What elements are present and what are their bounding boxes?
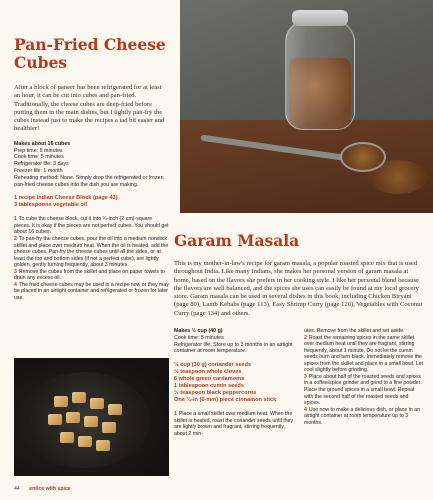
recipe-intro-cheese-cubes: After a block of paneer has been refrigerated for at least an hour, it can be cut into cubes and pan-fried. Traditionally, the cheese cubes are deep-fried before putting them in the main dishes, but I lightly pan-fry the cubes instead just to make the recipes a tad bit easier and healthier! — [14, 84, 165, 133]
makes-line: Makes ½ cup (40 g) — [174, 328, 223, 335]
step-list — [304, 328, 425, 426]
ingredient-item: ½ teaspoon black peppercorns — [174, 390, 257, 397]
ingredient-item: ½ teaspoon whole cloves — [174, 369, 242, 376]
jar-lid — [292, 10, 348, 26]
step-item: 3 Remove the cubes from the skillet and place on paper towels to drain any excess oil. — [14, 268, 165, 282]
left-column — [14, 12, 169, 301]
body-column-1 — [174, 328, 295, 437]
step-item: 4 The fried cheese cubes may be used in a recipe now or they may be placed in an airtight container and refrigerated or frozen for later use. — [14, 281, 169, 301]
ingredient-item: 1 tablespoon cumin seeds — [174, 383, 244, 390]
recipe-meta-cheese-cubes — [14, 141, 169, 189]
two-column-body — [174, 328, 426, 437]
cheese-cube — [102, 422, 116, 433]
step-item: 2 Roast the remaining spices in the same skillet over medium heat until they are fragrant, stirring frequently, about 1 minute. Do not let the cumin seeds burn and turn black. Immediately remove the spices from the skillet and place in a small bowl. Let cool slightly before grinding. — [304, 334, 424, 374]
makes-line: Makes about 16 cubes — [14, 140, 71, 147]
body-column-2 — [304, 328, 425, 437]
cheese-cube — [108, 404, 122, 415]
step-item: 3 Place about half of the roasted seeds and spices in a coffee/spice grinder and grind to a fine powder. Place the ground spices in a small bowl. Repeat with the second half of the roasted seeds and spices. — [304, 373, 422, 407]
cook-time: Cook time: 5 minutes — [174, 334, 224, 341]
recipe-meta-garam-masala — [174, 328, 295, 355]
ingredient-item: One ¾-in (6-mm) piece cinnamon stick — [174, 397, 277, 404]
cheese-cube — [54, 396, 68, 407]
ingredient-item: ½ cup (30 g) coriander seeds — [174, 362, 252, 369]
freezer-life: Freezer life: 1 month — [14, 167, 63, 174]
cheese-cube — [90, 398, 104, 409]
cheese-cube — [60, 432, 74, 443]
cheese-cube — [84, 416, 98, 427]
ingredient-list — [14, 195, 169, 209]
fridge-life: Refrigerator life: 3 days — [14, 161, 69, 168]
step-list — [174, 411, 295, 437]
cheese-cube — [72, 392, 86, 403]
step-list — [14, 216, 169, 301]
page-footer — [14, 486, 71, 492]
recipe-intro-garam-masala: This is my mother-in-law's recipe for garam masala, a popular roasted spice mix that is used throughout India. Like many Indians, she makes her personal version of garam masala at home, based on the flavors she prefers in her cooking style. I like her personal blend because the flavors are well balanced, and the spices she uses can easily be found at my local grocery store. Garam masala can be used in several dishes in this book, including Chicken Biryani (page 80), Lamb Kebabs (page 113), Easy Shrimp Curry (page 120), Vegetables with Coconut Curry (page 134) and others. — [174, 260, 423, 317]
cheese-cubes-photo — [14, 358, 169, 476]
glass-jar — [285, 20, 355, 130]
cook-time: Cook time: 5 minutes — [14, 154, 64, 161]
step-item: 4 Use now to make a delicious dish, or place in an airtight container at room temperature up to 3 months. — [304, 406, 420, 426]
cheese-cube — [48, 414, 62, 425]
cheese-cube — [78, 436, 92, 447]
ingredient-list — [174, 362, 295, 404]
cheese-cube — [66, 412, 80, 423]
ingredient-item: 3 tablespoons vegetable oil — [14, 202, 88, 209]
reheat-method: Reheating method: None. Simply drop the refrigerated or frozen pan-fried cheese cubes into the dish you are making. — [14, 174, 164, 188]
spoon-bowl — [340, 142, 386, 172]
ingredient-item: 1 recipe Indian Cheese Block (page 43) — [14, 195, 118, 202]
prep-time: Prep time: 5 minutes — [14, 147, 63, 154]
step-continuation: utes. Remove from the skillet and set aside. — [304, 328, 405, 335]
recipe-title-garam-masala: Garam Masala — [174, 231, 300, 250]
page-number: 44 — [14, 486, 20, 492]
step-item: 2 To pan-fry the cheese cubes, pour the oil into a medium nonstick skillet and place over medium heat. When the oil is heated, add the cheese cubes. Pan-fry the cheese cubes until all the sides, or at least the top and bottom sides (if not a perfect cube), are lightly golden, gently turning frequently, about 3 minutes. — [14, 236, 169, 269]
recipe-title-cheese-cubes: Pan-Fried Cheese Cubes — [14, 35, 166, 72]
ingredient-item: 6 whole green cardamoms — [174, 376, 245, 383]
cheese-cube — [96, 440, 110, 451]
right-column — [174, 232, 426, 437]
book-brand: entice with spice — [29, 486, 71, 492]
spice-jar-photo — [180, 0, 433, 213]
step-item: 1 To cube the cheese block, cut it into ¾-inch (2-cm)-square pieces. It is okay if the pieces are not perfect cubes. You should get about 16 cubes. — [14, 216, 169, 236]
fridge-life: Refrigerator life: Store up to 3 months in an airtight container at room temperature. — [174, 341, 293, 355]
step-item: 1 Place a small skillet over medium heat. When the skillet is heated, roast the coriander seeds until they are lightly brown and fragrant, stirring frequently, about 2 min- — [174, 411, 294, 437]
